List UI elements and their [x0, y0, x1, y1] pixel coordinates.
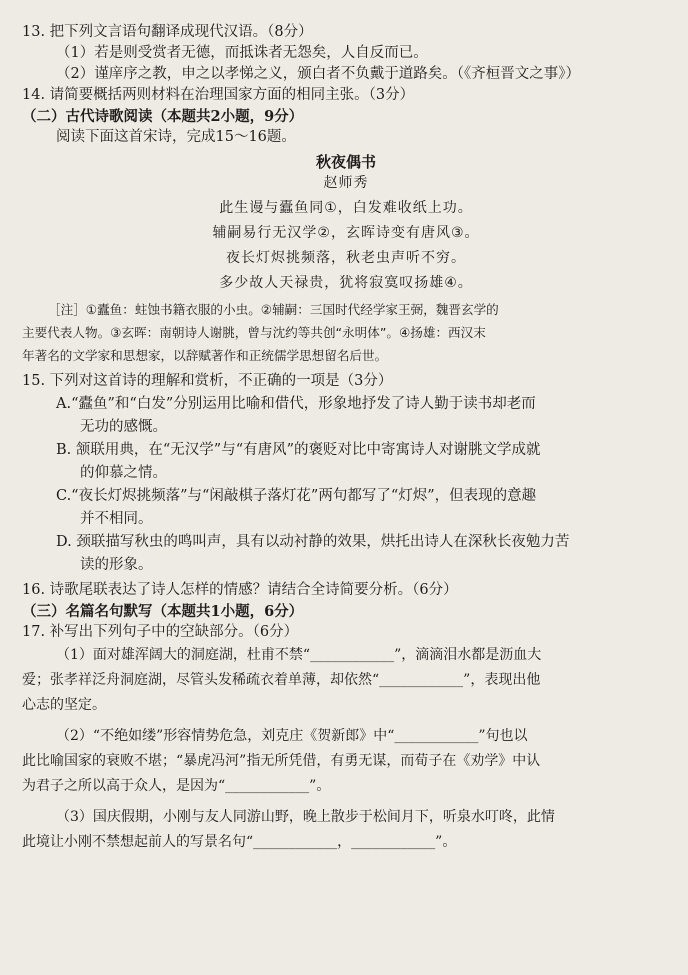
question-17-item-2-end: 为君子之所以高于众人，是因为“____________”。 — [22, 778, 331, 794]
question-17: 17. 补写出下列句子中的空缺部分。（6分） — [22, 624, 299, 640]
poem-author: 赵师秀 — [323, 175, 369, 191]
question-13: 13. 把下列文言语句翻译成现代汉语。（8分） — [22, 24, 313, 40]
question-16: 16. 诗歌尾联表达了诗人怎样的情感？请结合全诗简要分析。（6分） — [22, 582, 458, 598]
poem-note-3: 年著名的文学家和思想家，以辞赋著作和正统儒学思想留名后世。 — [22, 348, 388, 363]
section-3-heading: （三）名篇名句默写（本题共1小题，6分） — [22, 603, 304, 620]
option-a: A.“蠹鱼”和“白发”分别运用比喻和借代，形象地抒发了诗人勤于读书却老而 — [56, 396, 536, 412]
question-17-item-2-cont: 此比喻国家的衰败不堪；“暴虎冯河”指无所凭借，有勇无谋，而荀子在《劝学》中认 — [22, 753, 541, 769]
option-c: C.“夜长灯烬挑频落”与“闲敲棋子落灯花”两句都写了“灯烬”，但表现的意趣 — [56, 488, 537, 504]
question-17-item-2: （2）“不绝如缕”形容情势危急，刘克庄《贺新郎》中“____________”句也以 — [56, 728, 528, 744]
option-b: B. 颔联用典，在“无汉学”与“有唐风”的褒贬对比中寄寓诗人对谢朓文学成就 — [56, 442, 541, 458]
section-2-heading: （二）古代诗歌阅读（本题共2小题，9分） — [22, 108, 304, 125]
poem-note-2: 主要代表人物。③玄晖：南朝诗人谢朓，曾与沈约等共创“永明体”。④扬雄：西汉末 — [22, 325, 486, 340]
poem-line-1: 此生谩与蠹鱼同①，白发难收纸上功。 — [219, 200, 473, 216]
question-17-item-3-cont: 此境让小刚不禁想起前人的写景名句“____________，____________”。 — [22, 834, 457, 850]
poem-line-3: 夜长灯烬挑频落，秋老虫声听不穷。 — [226, 250, 466, 266]
question-15: 15. 下列对这首诗的理解和赏析，不正确的一项是（3分） — [22, 373, 393, 389]
option-d-cont: 读的形象。 — [80, 557, 153, 573]
option-c-cont: 并不相同。 — [80, 511, 153, 527]
poem-title: 秋夜偶书 — [315, 153, 376, 171]
poem-line-4: 多少故人天禄贵，犹将寂寞叹扬雄④。 — [219, 275, 473, 291]
question-17-item-3: （3）国庆假期，小刚与友人同游山野，晚上散步于松间月下，听泉水叮咚，此情 — [56, 809, 555, 825]
question-14: 14. 请简要概括两则材料在治理国家方面的相同主张。（3分） — [22, 87, 415, 103]
option-d: D. 颈联描写秋虫的鸣叫声，具有以动衬静的效果，烘托出诗人在深秋长夜勉力苦 — [56, 534, 570, 550]
option-b-cont: 的仰慕之情。 — [80, 465, 167, 481]
question-17-item-1-cont: 爱；张孝祥泛舟洞庭湖，尽管头发稀疏衣着单薄，却依然“____________”，表现出他 — [22, 672, 541, 688]
reading-instruction: 阅读下面这首宋诗，完成15～16题。 — [56, 129, 296, 145]
question-13-item-1: （1）若是则受赏者无德，而抵诛者无怨矣，人自反而已。 — [56, 45, 428, 61]
poem-line-2: 辅嗣易行无汉学②，玄晖诗变有唐风③。 — [212, 225, 480, 241]
poem-note-1: ［注］①蠹鱼：蛀蚀书籍衣服的小虫。②辅嗣：三国时代经学家王弼，魏晋玄学的 — [48, 302, 499, 317]
question-17-item-1-end: 心志的坚定。 — [22, 697, 106, 713]
option-a-cont: 无功的感慨。 — [80, 419, 167, 435]
question-17-item-1: （1）面对雄浑阔大的洞庭湖，杜甫不禁“____________”，滴滴泪水都是沥血大 — [56, 647, 542, 663]
question-13-item-2: （2）谨庠序之教，申之以孝悌之义，颁白者不负戴于道路矣。（《齐桓晋文之事》） — [56, 66, 580, 82]
